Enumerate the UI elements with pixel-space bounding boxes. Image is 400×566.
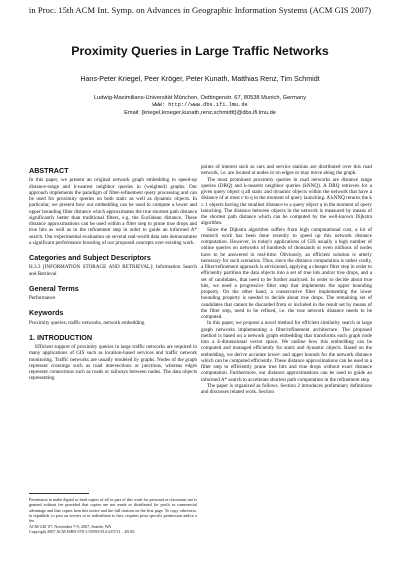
- footnote-divider: [29, 493, 89, 494]
- keywords-text: Proximity queries, traffic networks, network embedding: [29, 319, 145, 326]
- abstract-heading: ABSTRACT: [29, 166, 69, 175]
- affiliation-email: Email: {kriegel,kroeger,kunath,renz,schmidtt}@dbs.ifi.lmu.de: [124, 109, 276, 116]
- author-list: Hans-Peter Kriegel, Peer Kröger, Peter Kunath, Matthias Renz, Tim Schmidt: [80, 75, 320, 83]
- affiliation-address: Ludwig-Maximilians-Universität München, Oettingenstr. 67, 80538 Munich, Germany: [93, 95, 307, 101]
- permission-notice: [29, 497, 197, 534]
- intro-paragraph: The most prominent proximity queries in road networks are distance range queries (DRQ) and k-nearest neighbor queries (kNNQ). A DRQ retrieves for a given query object q all static and dynamic objects within the network that have a distance of at most ε to q in the moment of query launching. A kNNQ returns the k ≥ 1 objects having the smallest distance to a query object q in the moment of query launching. The distance between objects in the network is measured by means of the shortest path distance which can be computed by the well-known Dijkstra algorithm.: [201, 176, 372, 227]
- categories-text: H.3.3 [INFORMATION STORAGE AND RETRIEVAL]: Information Search and Retrieval: [29, 264, 197, 277]
- left-column: [29, 168, 197, 382]
- intro-paragraph: Since the Dijkstra algorithm suffers from high computational cost, a lot of research work has been done recently to speed up this network distance computation. However, in today's applications of GIS usually a high number of online queries on networks of hundreds of thousands or even millions of nodes have to be answered in real-time. Obviously, an efficient solution is utterly necessary for such scenarios. Thus, since the distance computation is rather costly, a filter/refinement approach is envisioned, applying a cheaper filter step in order to efficiently partition the data objects into a set of true hits and/or true drops, and a set of candidates, that need to be further analyzed. In order to decide about true hits, we need a progressive filter step that implements the upper bounding property. On the other hand, a conservative filter implementing the lower bounding property is needed to decide about true drops. The remaining set of candidates that cannot be discarded from or included in the result set by means of the filter step, need to be refined, i.e. the true network distance needs to be computed.: [201, 226, 372, 320]
- paper-title: Proximity Queries in Large Traffic Networks: [71, 44, 329, 58]
- introduction-paragraph: Efficient support of proximity queries in large traffic networks are required in many applications of GIS such as location-based services and traffic network monitoring. Traffic networks are usually modeled by graphs. Nodes of the graph represent crossings such as road intersections or junctions, whereas edges represent connections such as roads or railways between nodes. The data objects representing: [29, 344, 197, 382]
- affiliation-www: WWW: http://www.dbs.ifi.lmu.de: [152, 102, 248, 109]
- copyright-line: Copyright 2007 ACM ISBN 978-1-59593-914-2/07/11 ...$5.00.: [29, 529, 136, 535]
- intro-paragraph-continued: points of interest such as cars and service stations are distributed over this road network, i.e. are located at nodes or on edges or may move along the graph.: [201, 164, 372, 177]
- venue-header: in Proc. 15th ACM Int. Symp. on Advances in Geographic Information Systems (ACM GIS 2007): [28, 5, 372, 15]
- terms-text: Performance: [29, 295, 56, 301]
- intro-paragraph: The paper is organized as follows. Section 2 introduces preliminary definitions and discusses related work. Section: [201, 382, 372, 395]
- keywords-heading: Keywords: [29, 308, 64, 318]
- conference-line: ACM GIS '07, November 7-9, 2007, Seattle, WA: [29, 523, 112, 529]
- abstract-text: In this paper, we present an original network graph embedding to speed-up distance-range and k-nearest neighbor queries in (weighted) graphs. Our approach implements the paradigm of filter-refinement query processing and can be used for proximity queries on both static as well as dynamic objects. In particular, we present how our embedding can be used to compute a lower and upper bounding filter distance which approximates the true shortest path distance significantly better than traditional filters, e.g. the Euclidean distance. These distance approximations can be used within a filter step to prune true drops and true hits as well as in the refinement step in order to guide an informed A* search. Our experimental evaluation on several real-world data sets demonstrates a significant performance boosting of our proposed concepts over existing work.: [29, 177, 197, 246]
- terms-heading: General Terms: [29, 283, 79, 293]
- permission-text: Permission to make digital or hard copies of all or part of this work for personal or classroom use is granted without fee provided that copies are not made or distributed for profit or commercial advantage and that copies bear this notice and the full citation on the first page. To copy otherwise, to republish, to post on servers or to redistribute to lists, requires prior specific permission and/or a fee.: [29, 497, 197, 524]
- intro-paragraph: In this paper, we propose a novel method for efficient similarity search in large graph networks implementing a filter/refinement architecture. The proposed method is based on a network graph embedding that transforms each graph node into a k-dimensional vector space. We outline how this embedding can be computed and managed efficiently for static and dynamic objects. Based on the embedding, we derive accurate lower- and upper bounds for the network distance which can be computed efficiently. These distance approximations can be used in a filter step to efficiently prune true hits and true drops without exact distance computation. Furthermore, our distance approximations can be used to guide an informed A* search to accelerate shortest path computation in the refinement step.: [201, 320, 372, 383]
- right-column: [201, 164, 372, 395]
- affiliation-block: [0, 95, 400, 117]
- introduction-heading: 1. INTRODUCTION: [29, 332, 93, 342]
- categories-heading: Categories and Subject Descriptors: [29, 253, 151, 262]
